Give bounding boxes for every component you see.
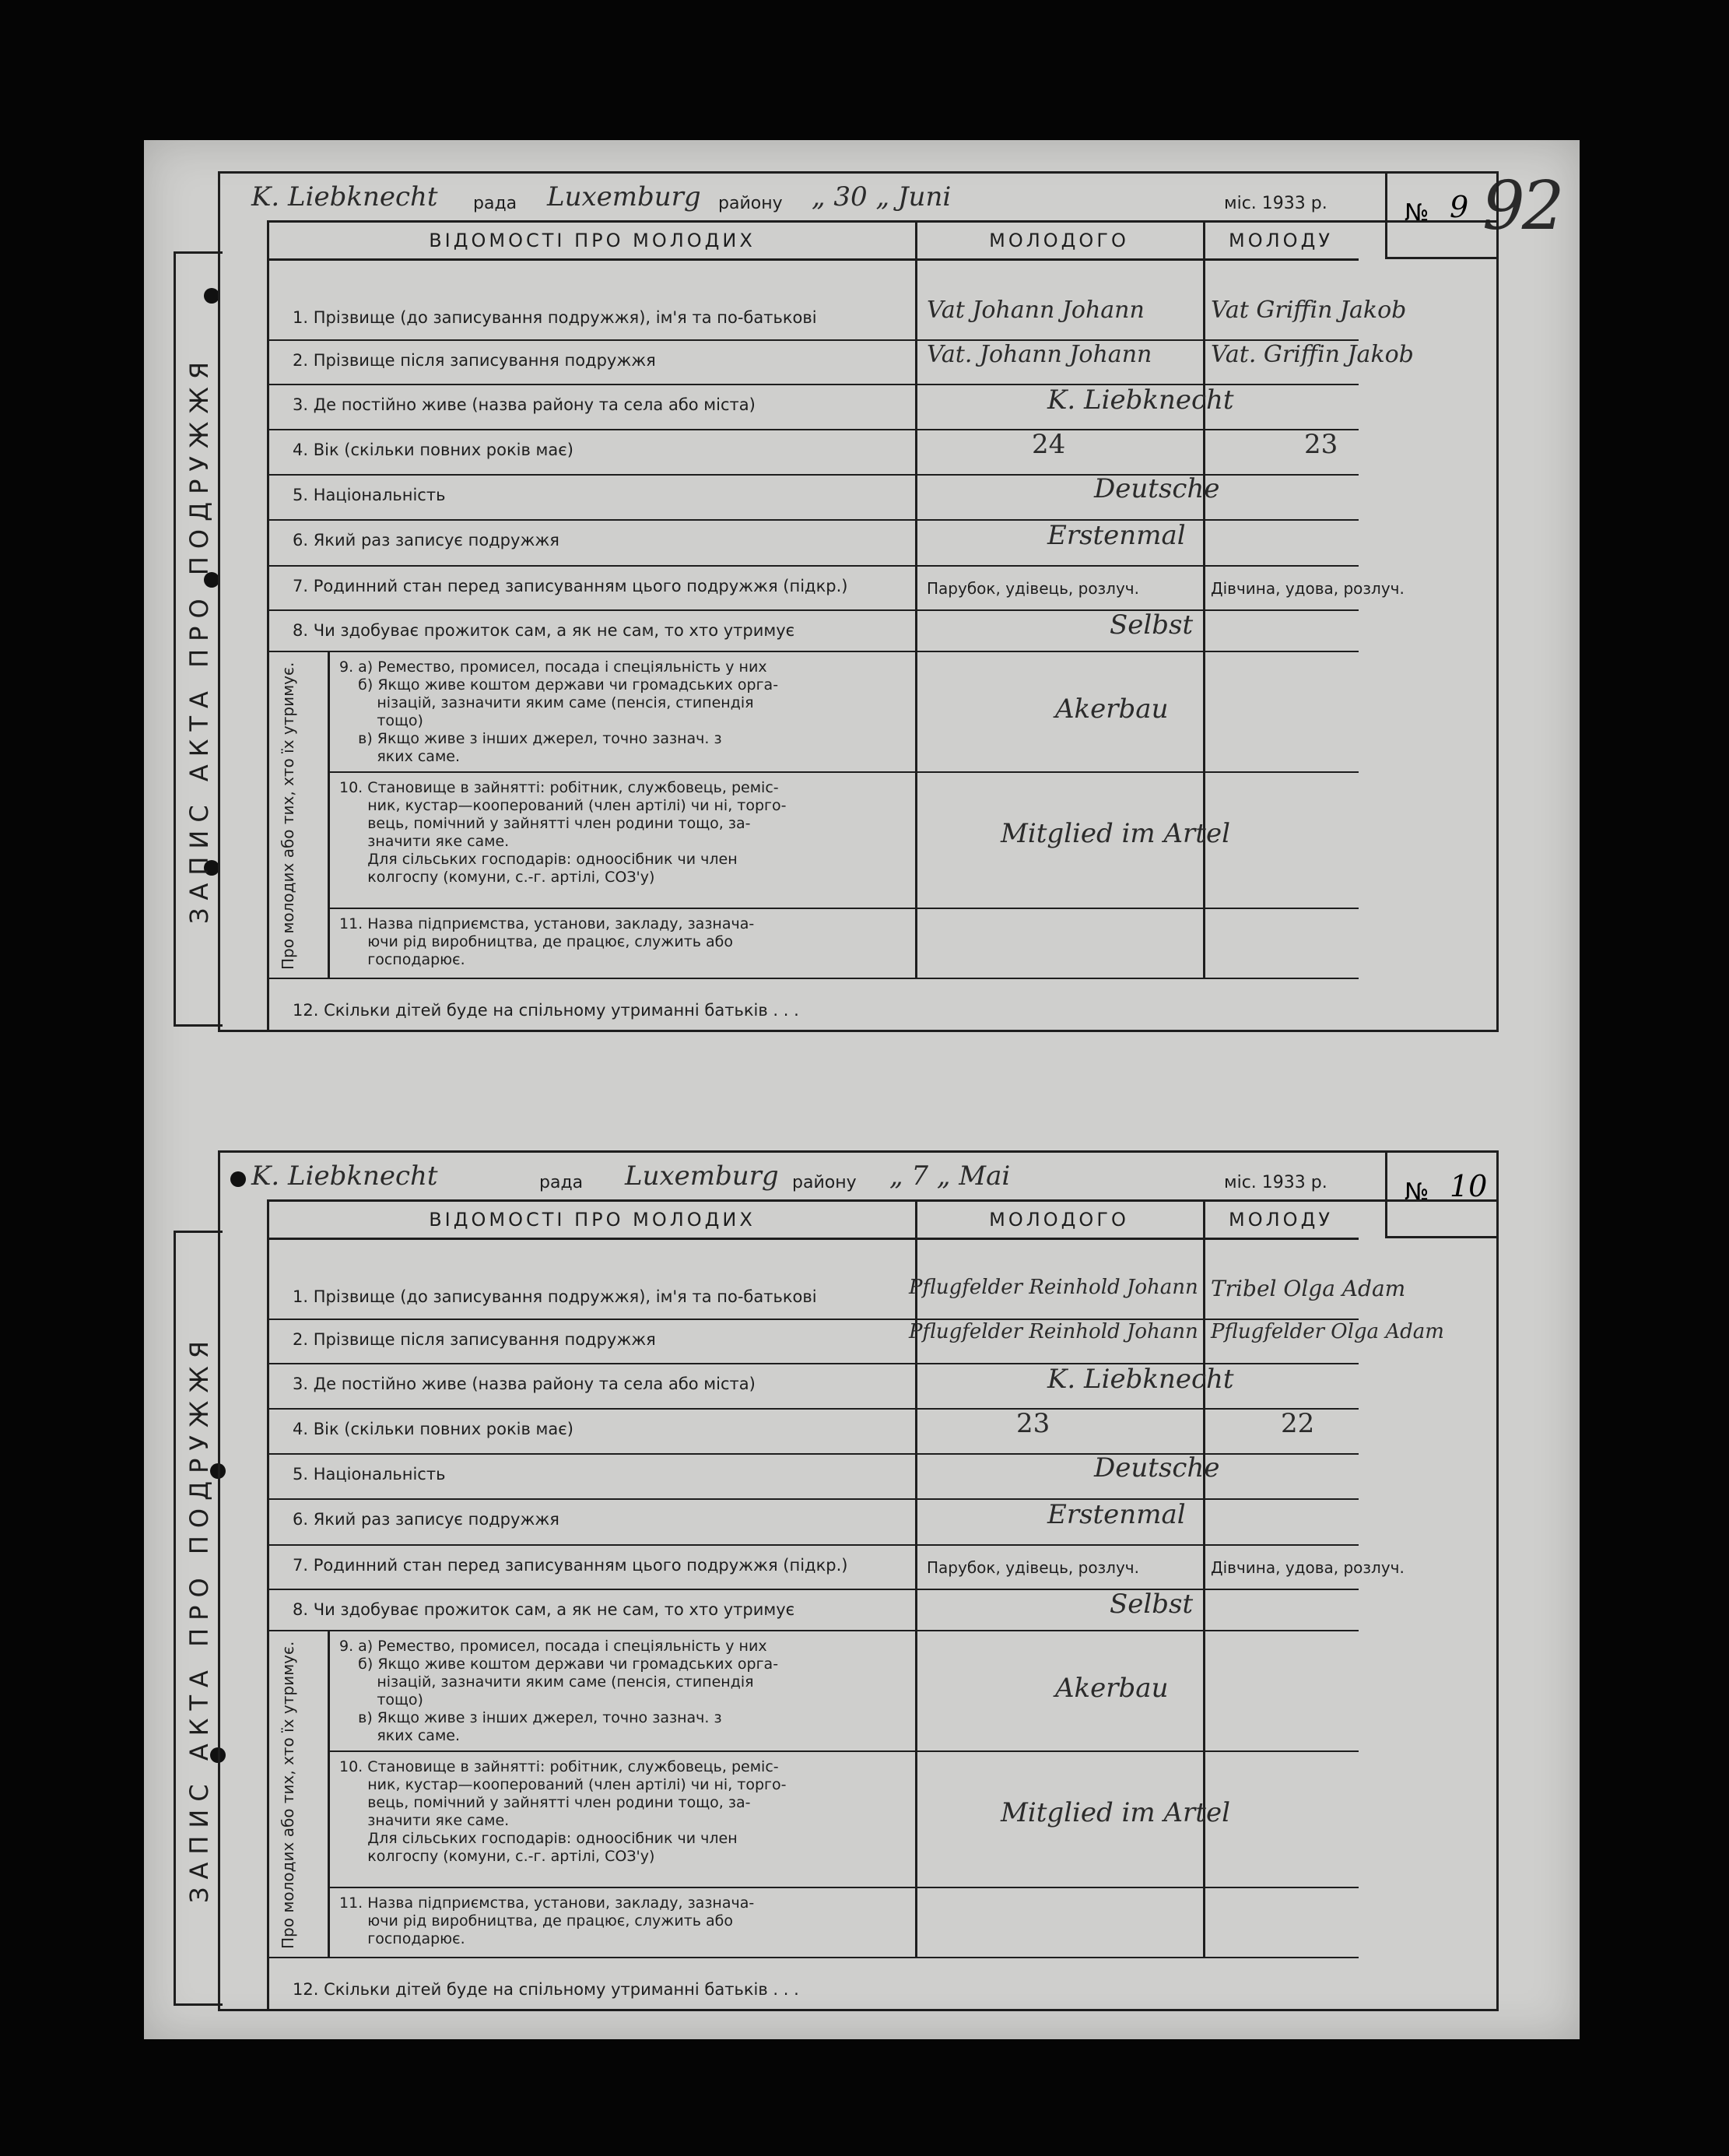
bride-name-before: Vat Griffin Jakob	[1211, 297, 1407, 324]
rayon-label: району	[792, 1173, 857, 1192]
row-3-label: 3. Де постійно живе (назва району та села або міста)	[293, 1375, 756, 1393]
row-1-label: 1. Прізвище (до записування подружжя), ім'я та по-батькові	[293, 1287, 817, 1306]
rada-value: Luxemburg	[547, 181, 701, 212]
col-groom-header: МОЛОДОГО	[915, 1202, 1203, 1240]
residence-value: K. Liebknecht	[1047, 384, 1234, 416]
groom-age: 23	[1016, 1408, 1050, 1439]
row-7-label: 7. Родинний стан перед записуванням цього подружжя (підкр.)	[293, 1556, 848, 1575]
form-header	[220, 174, 1496, 220]
marriage-record-form	[184, 171, 1499, 1032]
row-12-label: 12. Скільки дітей буде на спільному утриманні батьків . . .	[293, 1001, 799, 1020]
row-8-label: 8. Чи здобуває прожиток сам, а як не сам, то хто утримує	[293, 1600, 795, 1619]
row-4-label: 4. Вік (скільки повних років має)	[293, 1420, 573, 1438]
group-label: Про молодих або тих, хто їх утримує.	[279, 662, 297, 970]
marriage-record-form	[184, 1150, 1499, 2011]
employment-value: Mitglied im Artel	[1001, 818, 1230, 849]
form-side-title: ЗАПИС АКТА ПРО ПОДРУЖЖЯ	[174, 1231, 223, 2006]
col-groom-header: МОЛОДОГО	[915, 223, 1203, 261]
date-value: „ 30 „ Juni	[812, 181, 952, 212]
rayon-label: району	[718, 194, 783, 213]
row-11-label: 11. Назва підприємства, установи, закладу, зазнача- ючи рід виробництва, де працює, служить або господарює.	[339, 915, 755, 968]
groom-name-before: Vat Johann Johann	[927, 297, 1145, 324]
row-2-label: 2. Прізвище після записування подружжя	[293, 1330, 656, 1349]
bride-status-options: Дівчина, удова, розлуч.	[1211, 579, 1405, 598]
record-number-box: № 10	[1385, 1150, 1496, 1238]
row-9-label: 9. а) Ремество, промисел, посада і спеціяльність у них б) Якщо живе коштом держави чи громадських орга- нізацій, зазначити яким саме (пенсія, стипендія тощо) в) Якщо живе з інших джерел, точно зазнач. з яких саме.	[339, 1638, 779, 1744]
bride-age: 22	[1281, 1408, 1315, 1439]
row-1-label: 1. Прізвище (до записування подружжя), ім'я та по-батькові	[293, 308, 817, 327]
col-bride-header: МОЛОДУ	[1203, 223, 1359, 261]
row-3-label: 3. Де постійно живе (назва району та села або міста)	[293, 395, 756, 414]
row-10-label: 10. Становище в зайнятті: робітник, службовець, реміс- ник, кустар—кооперований (член артілі) чи ні, торго- вець, помічний у зайнятті член родини тощо, за- значити яке саме. Для сільських господарів: одноосібник чи член колгоспу (комуни, с.-г. артілі, СОЗ'у)	[339, 779, 787, 886]
self-support-value: Selbst	[1110, 1589, 1194, 1620]
groom-name-after: Vat. Johann Johann	[927, 341, 1152, 368]
month-year-label: міс. 1933 р.	[1224, 194, 1327, 213]
form-header	[220, 1153, 1496, 1199]
row-5-label: 5. Національність	[293, 486, 446, 504]
groom-status-options: Парубок, удівець, розлуч.	[927, 1558, 1139, 1577]
record-table	[267, 1199, 1496, 2009]
form-side-title: ЗАПИС АКТА ПРО ПОДРУЖЖЯ	[174, 251, 223, 1027]
bride-age: 23	[1304, 429, 1338, 460]
row-10-label: 10. Становище в зайнятті: робітник, службовець, реміс- ник, кустар—кооперований (член артілі) чи ні, торго- вець, помічний у зайнятті член родини тощо, за- значити яке саме. Для сільських господарів: одноосібник чи член колгоспу (комуни, с.-г. артілі, СОЗ'у)	[339, 1758, 787, 1865]
row-2-label: 2. Прізвище після записування подружжя	[293, 351, 656, 370]
record-number: 9	[1450, 190, 1469, 224]
nationality-value: Deutsche	[1094, 1452, 1220, 1484]
record-table	[267, 220, 1496, 1030]
groom-name-after: Pflugfelder Reinhold Johann	[909, 1320, 1198, 1343]
self-support-value: Selbst	[1110, 609, 1194, 641]
village-value: K. Liebknecht	[251, 181, 438, 212]
record-number-box: № 9	[1385, 171, 1496, 259]
occupation-value: Akerbau	[1055, 694, 1169, 725]
row-12-label: 12. Скільки дітей буде на спільному утриманні батьків . . .	[293, 1980, 799, 1999]
bride-name-after: Vat. Griffin Jakob	[1211, 341, 1414, 368]
page-number: 92	[1482, 167, 1562, 245]
col-info-header: ВІДОМОСТІ ПРО МОЛОДИХ	[269, 1202, 915, 1240]
nationality-value: Deutsche	[1094, 473, 1220, 504]
row-8-label: 8. Чи здобуває прожиток сам, а як не сам, то хто утримує	[293, 621, 795, 640]
bride-status-options: Дівчина, удова, розлуч.	[1211, 1558, 1405, 1577]
employment-value: Mitglied im Artel	[1001, 1797, 1230, 1828]
rada-value: Luxemburg	[625, 1161, 779, 1192]
col-info-header: ВІДОМОСТІ ПРО МОЛОДИХ	[269, 223, 915, 261]
row-4-label: 4. Вік (скільки повних років має)	[293, 441, 573, 459]
row-6-label: 6. Який раз записує подружжя	[293, 531, 559, 550]
village-value: K. Liebknecht	[251, 1161, 438, 1192]
occupation-value: Akerbau	[1055, 1673, 1169, 1704]
group-label: Про молодих або тих, хто їх утримує.	[279, 1641, 297, 1949]
groom-name-before: Pflugfelder Reinhold Johann	[909, 1276, 1198, 1299]
marriage-count-value: Erstenmal	[1047, 520, 1186, 551]
record-number: 10	[1450, 1169, 1488, 1203]
row-11-label: 11. Назва підприємства, установи, закладу, зазнача- ючи рід виробництва, де працює, служить або господарює.	[339, 1894, 755, 1947]
bride-name-after: Pflugfelder Olga Adam	[1211, 1320, 1444, 1343]
residence-value: K. Liebknecht	[1047, 1364, 1234, 1395]
month-year-label: міс. 1933 р.	[1224, 1173, 1327, 1192]
rada-label: рада	[539, 1173, 584, 1192]
col-bride-header: МОЛОДУ	[1203, 1202, 1359, 1240]
row-6-label: 6. Який раз записує подружжя	[293, 1510, 559, 1529]
row-9-label: 9. а) Ремество, промисел, посада і спеціяльність у них б) Якщо живе коштом держави чи громадських орга- нізацій, зазначити яким саме (пенсія, стипендія тощо) в) Якщо живе з інших джерел, точно зазнач. з яких саме.	[339, 658, 779, 765]
row-7-label: 7. Родинний стан перед записуванням цього подружжя (підкр.)	[293, 577, 848, 595]
date-value: „ 7 „ Mai	[889, 1161, 1011, 1192]
bride-name-before: Tribel Olga Adam	[1211, 1276, 1406, 1301]
groom-age: 24	[1032, 429, 1066, 460]
marriage-count-value: Erstenmal	[1047, 1499, 1186, 1530]
rada-label: рада	[473, 194, 517, 213]
row-5-label: 5. Національність	[293, 1465, 446, 1484]
groom-status-options: Парубок, удівець, розлуч.	[927, 579, 1139, 598]
